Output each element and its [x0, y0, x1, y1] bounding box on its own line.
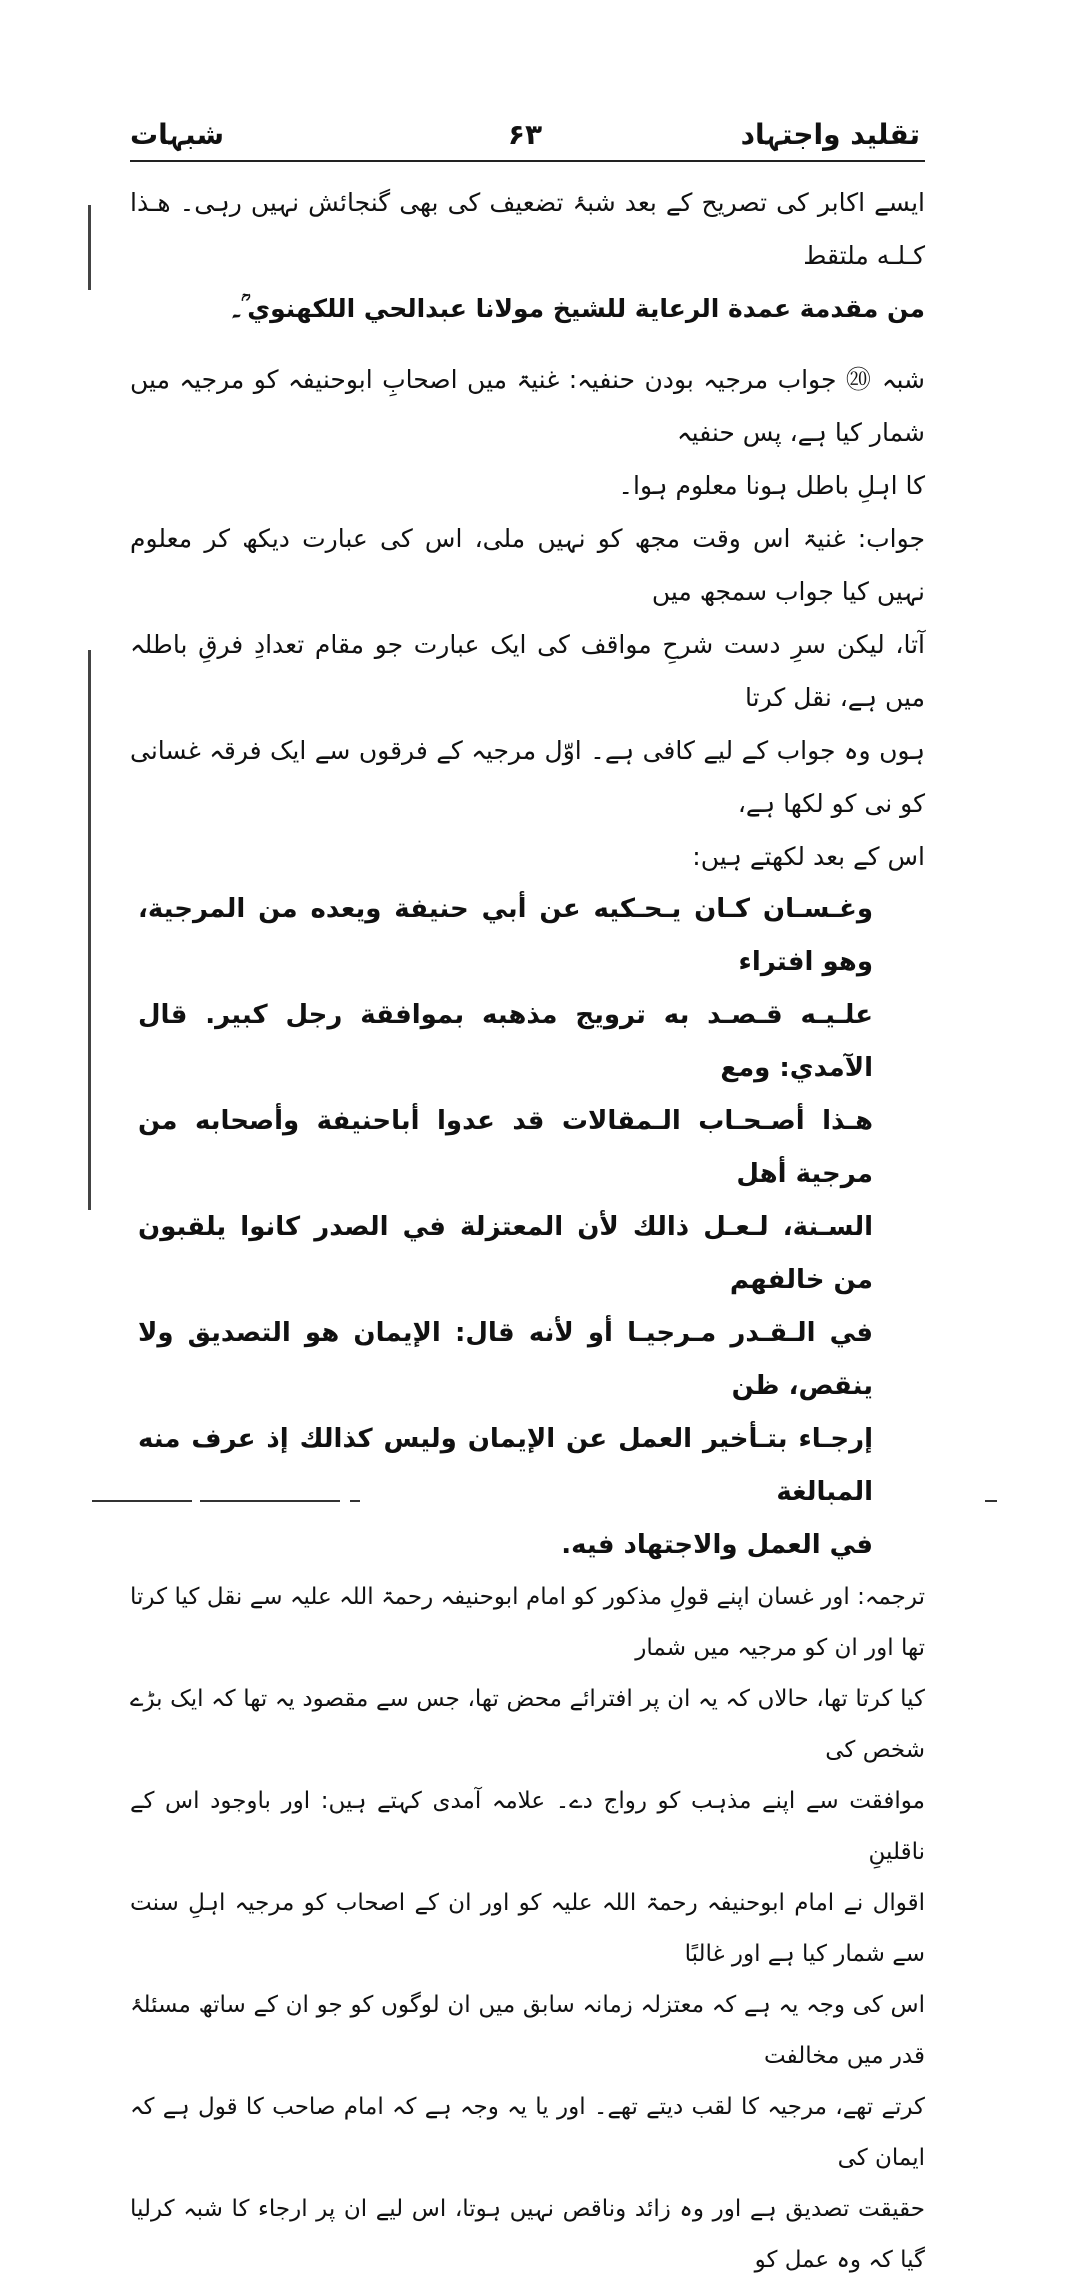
footer-rule	[985, 1500, 997, 1502]
footer-rule	[92, 1500, 192, 1502]
translation-line: اس کی وجہ یہ ہے کہ معتزلہ زمانہ سابق میں ان لوگوں کو جو ان کے ساتھ مسئلۂ قدر میں مخالفت	[130, 1992, 925, 2069]
header-rule	[130, 160, 925, 162]
translation	[130, 1572, 925, 2286]
text-line: کا اہلِ باطل ہونا معلوم ہوا۔	[618, 471, 925, 500]
quote-line: السـنة، لـعـل ذالك لأن المعتزلة في الصدر كانوا يلقبون من خالفهم	[138, 1212, 873, 1295]
page-body	[130, 176, 925, 2286]
text-line: ایسے اکابر کی تصریح کے بعد شبۂ تضعیف کی بھی گنجائش نہیں رہی۔ هـذا كـلـه ملتقط	[130, 188, 925, 270]
translation-line: موافقت سے اپنے مذہب کو رواج دے۔ علامہ آمدی کہتے ہیں: اور باوجود اس کے ناقلینِ	[130, 1788, 925, 1865]
translation-line: ترجمہ: اور غسان اپنے قولِ مذکور کو امام ابوحنیفہ رحمۃ اللہ علیہ سے نقل کیا کرتا تھا اور ان کو مرجیہ میں شمار	[130, 1584, 925, 1661]
book-title: تقلید واجتہاد	[740, 118, 920, 151]
text-line: اس کے بعد لکھتے ہیں:	[692, 842, 925, 871]
text-line: شبہ ⑳ جواب مرجیہ بودن حنفیہ: غنیۃ میں اصحابِ ابوحنیفہ کو مرجیہ میں شمار کیا ہے، پس حنفیہ	[130, 365, 925, 447]
footer-rule	[200, 1500, 340, 1502]
translation-line: حقیقت تصدیق ہے اور وہ زائد وناقص نہیں ہوتا، اس لیے ان پر ارجاء کا شبہ کرلیا گیا کہ وہ عمل کو	[130, 2196, 925, 2273]
text-line: من مقدمة عمدة الرعاية للشيخ مولانا عبدالحي اللكهنوي ؒ۔	[231, 294, 925, 323]
text-line: ہوں وہ جواب کے لیے کافی ہے۔ اوّل مرجیہ کے فرقوں سے ایک فرقہ غسانی کو نی کو لکھا ہے،	[130, 736, 925, 818]
section-title: شبہات	[130, 118, 225, 151]
page-number: ۶۳	[507, 118, 543, 151]
quote-line: هـذا أصـحـاب الـمقالات قد عدوا أباحنيفة وأصحابه من مرجية أهل	[138, 1106, 873, 1189]
quote-line: إرجـاء بتـأخير العمل عن الإيمان وليس كذالك إذ عرف منه المبالغة	[138, 1424, 873, 1507]
text-line: آتا، لیکن سرِ دست شرحِ مواقف کی ایک عبارت جو مقام تعدادِ فرقِ باطلہ میں ہے، نقل کرتا	[130, 630, 925, 712]
text-line: جواب: غنیۃ اس وقت مجھ کو نہیں ملی، اس کی عبارت دیکھ کر معلوم نہیں کیا جواب سمجھ میں	[130, 524, 925, 606]
quote-line: في العمل والاجتهاد فيه.	[561, 1530, 873, 1560]
translation-line: کرتے تھے، مرجیہ کا لقب دیتے تھے۔ اور یا یہ وجہ ہے کہ امام صاحب کا قول ہے کہ ایمان کی	[130, 2094, 925, 2171]
quote-line: في الـقـدر مـرجيـا أو لأنه قال: الإيمان هو التصديق ولا ينقص، ظن	[138, 1318, 873, 1401]
quote-line: علـيـه قـصـد به ترويج مذهبه بموافقة رجل كبير. قال الآمدي: ومع	[138, 1000, 873, 1083]
margin-mark	[88, 205, 91, 290]
page-header	[130, 118, 920, 162]
margin-mark	[88, 650, 91, 1210]
translation-line: اقوال نے امام ابوحنیفہ رحمۃ اللہ علیہ کو اور ان کے اصحاب کو مرجیہ اہلِ سنت سے شمار کیا ہے اور غالبًا	[130, 1890, 925, 1967]
quote-line: وغـسـان كـان يـحـكيه عن أبي حنيفة ويعده من المرجية، وهو افتراء	[138, 894, 873, 977]
arabic-quote	[130, 883, 925, 1572]
footer-rule	[350, 1500, 360, 1502]
translation-line: کیا کرتا تھا، حالاں کہ یہ ان پر افترائے محض تھا، جس سے مقصود یہ تھا کہ ایک بڑے شخص کی	[130, 1686, 925, 1763]
